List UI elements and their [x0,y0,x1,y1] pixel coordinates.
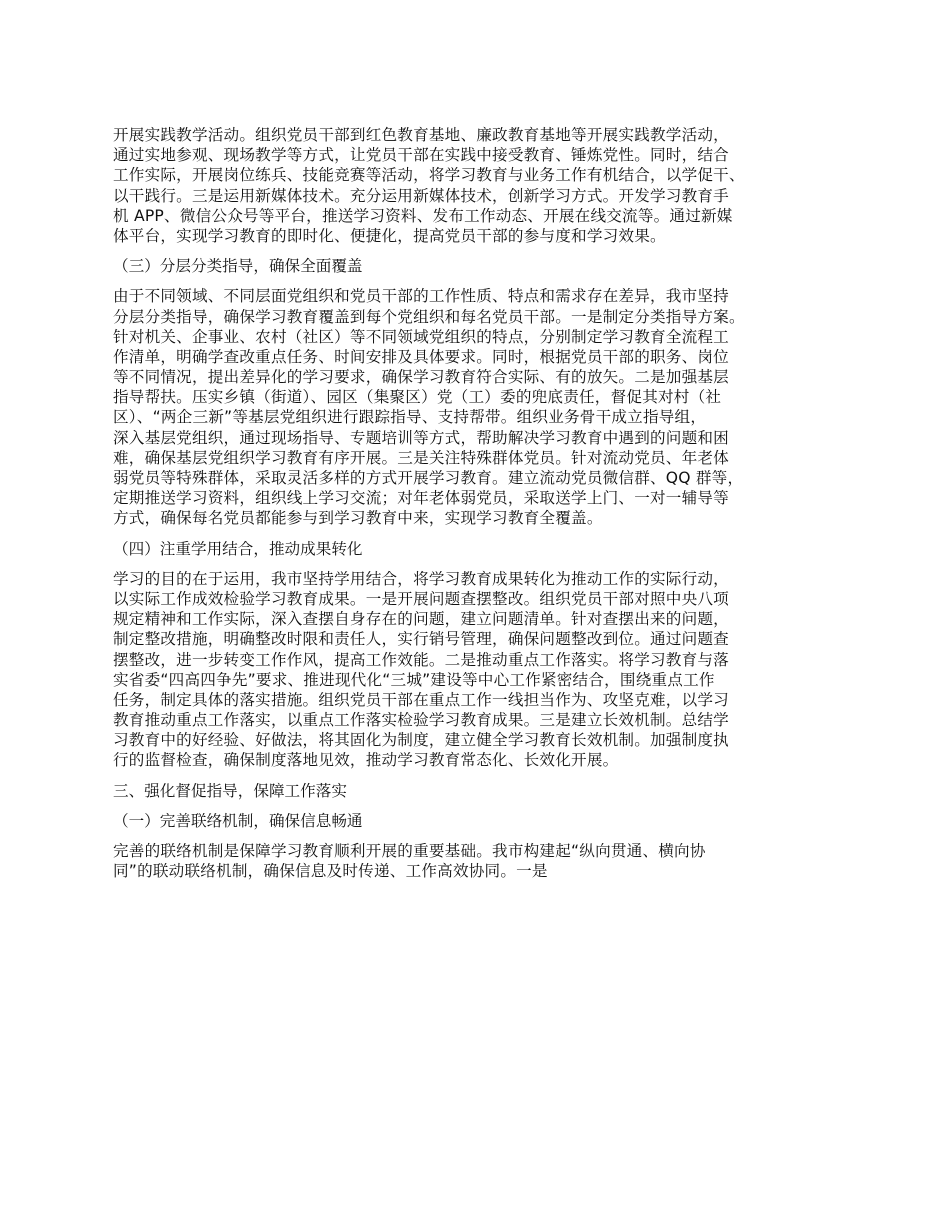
text-line: 等不同情况，提出差异化的学习要求，确保学习教育符合实际、有的放矢。二是加强基层 [113,368,729,387]
text-line: 教育推动重点工作落实，以重点工作落实检验学习教育成果。三是建立长效机制。总结学 [113,711,729,730]
text-line: 摆整改，进一步转变工作作风，提高工作效能。二是推动重点工作落实。将学习教育与落 [113,650,729,669]
paragraph-practice-teaching [113,125,848,246]
text-line: 工作实际，开展岗位练兵、技能竞赛等活动，将学习教育与业务工作有机结合，以学促干、 [113,166,745,185]
section-heading-3: （三）分层分类指导，确保全面覆盖 [113,257,363,276]
text-line: 作清单，明确学查改重点任务、时间安排及具体要求。同时，根据党员干部的职务、岗位 [113,347,729,366]
text-line: 完善的联络机制是保障学习教育顺利开展的重要基础。我市构建起“纵向贯通、横向协 [113,842,706,860]
chapter-heading-3: 三、强化督促指导，保障工作落实 [113,781,347,800]
text-line: 习教育中的好经验、好做法，将其固化为制度，建立健全学习教育长效机制。加强制度执 [113,731,729,750]
text-line: 难，确保基层党组织学习教育有序开展。三是关注特殊群体党员。针对流动党员、年老体 [113,448,729,467]
text-line: 针对机关、企事业、农村（社区）等不同领域党组织的特点，分别制定学习教育全流程工 [113,327,729,346]
text-line: 通过实地参观、现场教学等方式，让党员干部在实践中接受教育、锤炼党性。同时，结合 [113,146,729,165]
text-line: 制定整改措施，明确整改时限和责任人，实行销号管理，确保问题整改到位。通过问题查 [113,630,729,649]
text-line: 以实际工作成效检验学习教育成果。一是开展问题查摆整改。组织党员干部对照中央八项 [113,589,729,608]
text-line: 以干践行。三是运用新媒体技术。充分运用新媒体技术，创新学习方式。开发学习教育手 [113,186,729,205]
text-line: 分层分类指导，确保学习教育覆盖到每个党组织和每名党员干部。一是制定分类指导方案。 [113,307,745,326]
text-line: 由于不同领域、不同层面党组织和党员干部的工作性质、特点和需求存在差异，我市坚持 [113,287,729,306]
text-line: 体平台，实现学习教育的即时化、便捷化，提高党员干部的参与度和学习效果。 [113,226,666,245]
text-line: 弱党员等特殊群体，采取灵活多样的方式开展学习教育。建立流动党员微信群、QQ 群等， [113,469,744,487]
document-body [113,125,848,891]
text-line: 指导帮扶。压实乡镇（街道）、园区（集聚区）党（工）委的兜底责任，督促其对村（社 [113,388,722,407]
paragraph-liaison-mechanism [113,841,848,881]
paragraph-learning-application [113,569,848,771]
text-line: 同”的联动联络机制，确保信息及时传递、工作高效协同。一是 [113,862,548,881]
text-line: 区）、“两企三新”等基层党组织进行跟踪指导、支持帮带。组织业务骨干成立指导组， [113,408,707,427]
text-line: 开展实践教学活动。组织党员干部到红色教育基地、廉政教育基地等开展实践教学活动， [113,126,729,144]
text-line: 任务，制定具体的落实措施。组织党员干部在重点工作一线担当作为、攻坚克难，以学习 [113,690,729,709]
text-line: 规定精神和工作实际，深入查摆自身存在的问题，建立问题清单。针对查摆出来的问题， [113,610,729,629]
text-line: 行的监督检查，确保制度落地见效，推动学习教育常态化、长效化开展。 [113,751,619,770]
text-line: 深入基层党组织，通过现场指导、专题培训等方式，帮助解决学习教育中遇到的问题和困 [113,428,729,447]
text-line: 方式，确保每名党员都能参与到学习教育中来，实现学习教育全覆盖。 [113,509,603,528]
section-heading-4: （四）注重学用结合，推动成果转化 [113,539,363,558]
text-line: 机 APP、微信公众号等平台，推送学习资料、发布工作动态、开展在线交流等。通过新媒 [113,206,733,225]
paragraph-tiered-guidance [113,286,848,528]
text-line: 定期推送学习资料，组织线上学习交流；对年老体弱党员，采取送学上门、一对一辅导等 [113,489,729,508]
text-line: 实省委“四高四争先”要求、推进现代化“三城”建设等中心工作紧密结合，围绕重点工作 [113,670,715,689]
text-line: 学习的目的在于运用，我市坚持学用结合，将学习教育成果转化为推动工作的实际行动， [113,569,729,588]
section-heading-1: （一）完善联络机制，确保信息畅通 [113,811,363,830]
